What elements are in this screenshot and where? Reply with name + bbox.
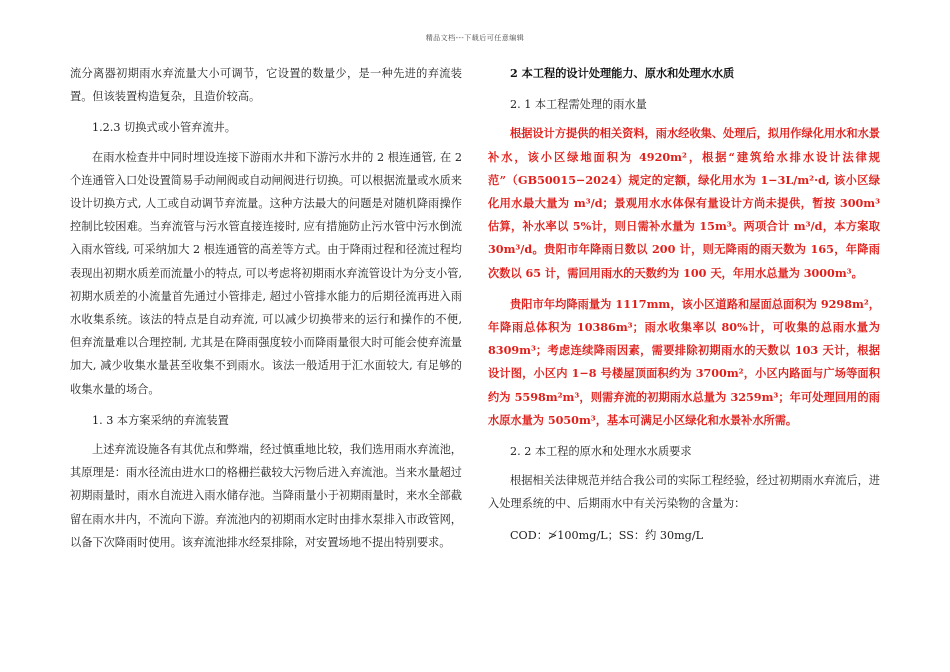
heading-1-2-3: 1.2.3 切换式或小管弃流井。: [92, 121, 236, 135]
section-title-2: 2 本工程的设计处理能力、原水和处理水水质: [510, 66, 735, 80]
paragraph-switch-method: 在雨水检查井中同时埋设连接下游雨水井和下游污水井的 2 根连通管, 在 2 个连通管入口处设置简易手动闸阀或自动闸阀进行切换。可以根据流量或水质来设计切换方式, 人工或自动调节弃流量。这种方法最大的问题是对随机降雨操作控制比较困难。当弃流管与污水管直接连接时, 应有措施防止污水管中污水倒流入雨水管线, 可采纳加大 2 根连通管的高差等方式。由于降雨过程和径流过程均表现出初期水质差而流量小的特点, 可以考虑将初期雨水弃流管设计为分支小管, 初期水质差的小流量首先通过小管排走, 超过小管排水能力的后期径流再进入雨水收集系统。该法的特点是自动弃流, 可以减少切换带来的运行和操作的不便, 但弃流量难以合理控制, 尤其是在降雨强度较小而降雨量很大时可能会使弃流量加大, 减少收集水量甚至收集不到雨水。该法一般适用于汇水面较大, 有足够的收集水量的场合。: [70, 150, 462, 396]
right-column: [488, 62, 880, 547]
paragraph-chosen-device: 上述弃流设施各有其优点和弊端，经过慎重地比较，我们选用雨水弃流池，其原理是：雨水径流由进水口的格栅拦截较大污物后进入弃流池。当来水量超过初期雨量时，雨水自流进入雨水储存池。当降雨量小于初期雨量时，来水全部截留在雨水井内，不流向下游。弃流池内的初期雨水定时由排水泵排入市政管网，以备下次降雨时使用。该弃流池排水经泵排除，对安置场地不提出特别要求。: [70, 443, 462, 549]
paragraph-water-quality: 根据相关法律规范并结合我公司的实际工程经验，经过初期雨水弃流后，进入处理系统的中、后期雨水中有关污染物的含量为：: [488, 474, 880, 511]
paragraph-rainfall-volume: 贵阳市年均降雨量为 1117mm，该小区道路和屋面总面积为 9298m²，年降雨总体积为 10386m³；雨水收集率以 80%计，可收集的总雨水量为 8309m³；考虑连续降雨因素，需要排除初期雨水的天数以 103 天计，根据设计图，小区内 1−8 号楼屋顶面积约为 3700m²，小区内路面与广场等面积约为 5598m²m³，则需弃流的初期雨水总量为 3259m³；年可处理回用的雨水原水量为 5050m³，基本可满足小区绿化和水景补水所需。: [488, 296, 880, 427]
heading-2-1: 2. 1 本工程需处理的雨水量: [510, 98, 647, 112]
left-column: [70, 62, 462, 554]
paragraph-intro: 流分离器初期雨水弃流量大小可调节，它设置的数量少，是一种先进的弃流装置。但该装置构造复杂，且造价较高。: [70, 67, 462, 104]
cod-ss-values: COD：≯100mg/L；SS：约 30mg/L: [510, 528, 704, 542]
heading-2-2: 2. 2 本工程的原水和处理水水质要求: [510, 445, 692, 459]
page-header: 精品文档---下载后可任意编辑: [425, 34, 525, 42]
paragraph-rainwater-demand: 根据设计方提供的相关资料，雨水经收集、处理后，拟用作绿化用水和水景补水，该小区绿地面积为 4920m²，根据“建筑给水排水设计法律规范”（GB50015−2024）规定的定额，绿化用水为 1−3L/m²·d, 该小区绿化用水最大量为 m³/d；景观用水水体保有量设计方尚未提供，暂按 300m³ 估算，补水率以 5%计，则日需补水量为 15m³。两项合计 m³/d，本方案取 30m³/d。贵阳市年降雨日数以 200 计，则无降雨的雨天数为 165，年降雨次数以 65 计，需回用雨水的天数约为 100 天，年用水总量为 3000m³。: [488, 126, 880, 280]
heading-1-3: 1. 3 本方案采纳的弃流装置: [92, 413, 229, 427]
